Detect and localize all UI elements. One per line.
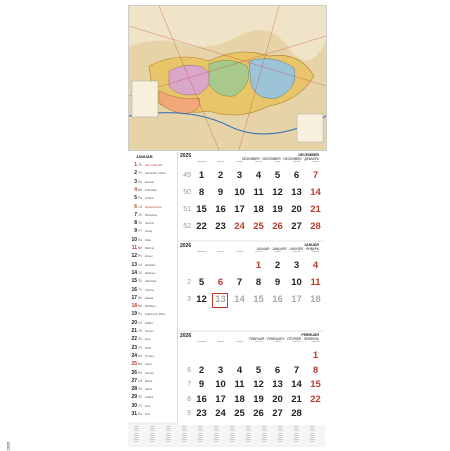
date-cell: 20: [272, 393, 283, 405]
strip-day-row: [128, 287, 177, 294]
strip-day-row: [128, 253, 177, 260]
strip-day-number: 27: [131, 377, 137, 384]
year-overview-month: ▪▪▪▪▪▪▪ ▪▪▪▪▪▪▪ ▪▪▪▪▪▪▪ ▪▪▪▪▪▪▪ ▪▪▪▪▪▪▪ ▪▪▪▪▪▪▪ ▪▪▪▪▪▪▪ ▪▪▪▪▪▪▪: [182, 426, 187, 444]
strip-day-row: [128, 162, 177, 169]
strip-day-number: 1: [134, 162, 137, 168]
strip-month-label: JANUÁR: [136, 154, 153, 159]
strip-day-number: 14: [131, 269, 137, 276]
year-overview: [128, 425, 325, 447]
month-subtitle: FEBRUAR · FEBRUARY · FÉVRIER · ФЕВРАЛЬ: [249, 337, 319, 341]
strip-day-number: 24: [131, 352, 137, 359]
strip-weekday: Pi: [138, 171, 142, 176]
date-cell: 25: [253, 221, 264, 232]
day-strip: [128, 152, 178, 422]
date-cell: 15: [196, 204, 207, 215]
year-overview-title: 2026: [5, 441, 11, 451]
strip-nameday: Ernest: [145, 255, 153, 259]
date-cell: 15: [253, 294, 264, 305]
date-cell: 5: [198, 277, 205, 288]
strip-nameday: Malvína: [145, 247, 155, 250]
week-number: 6: [187, 366, 191, 374]
date-cell: 10: [234, 187, 245, 198]
year-overview-month: ▪▪▪▪▪▪▪ ▪▪▪▪▪▪▪ ▪▪▪▪▪▪▪ ▪▪▪▪▪▪▪ ▪▪▪▪▪▪▪ ▪▪▪▪▪▪▪ ▪▪▪▪▪▪▪ ▪▪▪▪▪▪▪: [246, 426, 251, 444]
date-cell: 11: [253, 187, 264, 198]
week-number: 3: [187, 296, 191, 303]
date-cell: 17: [215, 393, 226, 405]
date-cell: 11: [234, 379, 245, 390]
month-title: FEBRUÁR: [301, 333, 319, 337]
strip-day-number: 19: [131, 311, 137, 318]
date-cell: 28: [291, 408, 302, 419]
strip-nameday: Deň vzniku SR: [145, 164, 163, 167]
strip-day-number: 11: [131, 245, 137, 251]
strip-day-row: [128, 270, 177, 277]
strip-nameday: Bohuš: [145, 379, 153, 383]
date-cell: 23: [215, 221, 226, 232]
date-cell: 1: [312, 350, 319, 361]
strip-weekday: St: [138, 270, 142, 275]
strip-day-number: 26: [131, 369, 137, 376]
date-cell: 2: [198, 364, 205, 376]
strip-weekday: Ne: [137, 246, 143, 250]
strip-day-row: [128, 228, 177, 235]
weekday-label: Pondelok: [196, 341, 207, 343]
strip-weekday: Ut: [138, 262, 142, 267]
strip-day-row: [128, 295, 177, 302]
strip-day-number: 16: [131, 286, 137, 293]
date-cell: 15: [310, 379, 321, 390]
date-cell: 25: [234, 408, 245, 419]
week-number: 50: [183, 189, 191, 196]
strip-nameday: Alfonz: [145, 388, 153, 392]
date-cell: 8: [312, 364, 319, 376]
date-cell: 14: [291, 379, 302, 390]
month-header: [178, 332, 325, 341]
month-block: [178, 152, 325, 240]
strip-day-number: 6: [134, 203, 137, 210]
strip-nameday: Nataša: [145, 296, 154, 300]
strip-weekday: Št: [138, 395, 142, 400]
strip-day-number: 5: [134, 195, 137, 202]
date-cell: 12: [272, 187, 283, 198]
strip-day-row: [128, 170, 177, 177]
month-year: 2026: [180, 243, 192, 249]
date-cell: 28: [310, 221, 321, 232]
date-marker[interactable]: [212, 293, 228, 308]
weekday-label: Piatok: [274, 251, 281, 253]
strip-nameday: Gejza: [145, 363, 152, 367]
strip-day-number: 29: [131, 394, 137, 401]
strip-nameday: Drahomíra, Mário: [145, 313, 166, 317]
strip-day-row: [128, 212, 177, 219]
date-cell: 10: [215, 379, 226, 390]
strip-weekday: Ne: [137, 362, 143, 367]
map-image: [129, 6, 326, 150]
weekday-label: Pondelok: [196, 161, 207, 163]
date-cell: 8: [255, 277, 262, 288]
date-cell: 13: [215, 294, 226, 305]
date-cell: 4: [255, 170, 262, 181]
week-number: 49: [183, 172, 191, 179]
date-cell: 27: [291, 221, 302, 232]
weekday-label: Sobota: [292, 341, 301, 343]
weekday-label: Streda: [236, 161, 243, 163]
strip-nameday: Bohdana: [145, 305, 156, 309]
strip-day-number: 8: [134, 220, 137, 227]
strip-weekday: Ut: [138, 378, 142, 383]
date-cell: 17: [234, 204, 245, 215]
strip-weekday: Št: [138, 337, 142, 342]
date-cell: 9: [217, 187, 224, 198]
strip-weekday: So: [137, 179, 143, 184]
strip-nameday: Rastislav: [145, 263, 156, 267]
date-cell: 3: [217, 364, 224, 376]
strip-weekday: St: [138, 212, 142, 217]
year-overview-month: ▪▪▪▪▪▪▪ ▪▪▪▪▪▪▪ ▪▪▪▪▪▪▪ ▪▪▪▪▪▪▪ ▪▪▪▪▪▪▪ ▪▪▪▪▪▪▪ ▪▪▪▪▪▪▪ ▪▪▪▪▪▪▪: [166, 426, 171, 444]
strip-weekday: Pi: [138, 287, 142, 292]
month-block: [178, 332, 325, 425]
week-number: 9: [187, 410, 191, 417]
strip-nameday: Gašpar: [145, 396, 154, 400]
year-overview-month: ▪▪▪▪▪▪▪ ▪▪▪▪▪▪▪ ▪▪▪▪▪▪▪ ▪▪▪▪▪▪▪ ▪▪▪▪▪▪▪ ▪▪▪▪▪▪▪ ▪▪▪▪▪▪▪ ▪▪▪▪▪▪▪: [230, 426, 235, 444]
strip-nameday: Daniela: [145, 180, 154, 184]
strip-day-row: [128, 320, 177, 327]
weekday-label: Sobota: [292, 161, 301, 163]
strip-weekday: Št: [138, 221, 142, 226]
strip-nameday: Dobroslav: [145, 280, 157, 284]
year-overview-month: ▪▪▪▪▪▪▪ ▪▪▪▪▪▪▪ ▪▪▪▪▪▪▪ ▪▪▪▪▪▪▪ ▪▪▪▪▪▪▪ ▪▪▪▪▪▪▪ ▪▪▪▪▪▪▪ ▪▪▪▪▪▪▪: [310, 426, 315, 444]
weekday-header: [178, 161, 325, 170]
strip-day-row: [128, 411, 177, 418]
strip-day-number: 28: [131, 386, 137, 393]
strip-weekday: Po: [137, 312, 143, 317]
strip-nameday: Zora: [145, 338, 151, 342]
date-cell: 1: [198, 170, 205, 181]
weekday-label: Streda: [236, 341, 243, 343]
year-overview-month: ▪▪▪▪▪▪▪ ▪▪▪▪▪▪▪ ▪▪▪▪▪▪▪ ▪▪▪▪▪▪▪ ▪▪▪▪▪▪▪ ▪▪▪▪▪▪▪ ▪▪▪▪▪▪▪ ▪▪▪▪▪▪▪: [134, 426, 139, 444]
week-number: 52: [183, 223, 191, 230]
strip-day-row: [128, 303, 177, 310]
date-cell: 16: [196, 393, 207, 405]
strip-day-number: 3: [134, 178, 137, 185]
date-cell: 7: [312, 170, 319, 181]
strip-nameday: Drahoslav: [145, 188, 157, 192]
strip-day-row: [128, 195, 177, 202]
strip-day-row: [128, 187, 177, 194]
strip-nameday: Kristína: [145, 288, 154, 292]
date-cell: 16: [272, 294, 283, 305]
date-cell: 10: [291, 277, 302, 288]
strip-day-row: [128, 394, 177, 401]
weekday-label: Štvrtok: [254, 161, 263, 163]
weekday-label: Štvrtok: [254, 251, 263, 253]
month-header: [178, 242, 325, 251]
month-title: JANUÁR: [304, 243, 319, 247]
strip-weekday: So: [137, 295, 143, 300]
strip-day-number: 31: [131, 411, 137, 417]
date-cell: 4: [312, 260, 319, 271]
date-cell: 3: [236, 170, 243, 181]
weekday-label: Utorok: [217, 251, 224, 253]
slovakia-map: [128, 5, 327, 151]
year-overview-month: ▪▪▪▪▪▪▪ ▪▪▪▪▪▪▪ ▪▪▪▪▪▪▪ ▪▪▪▪▪▪▪ ▪▪▪▪▪▪▪ ▪▪▪▪▪▪▪ ▪▪▪▪▪▪▪ ▪▪▪▪▪▪▪: [150, 426, 155, 444]
date-cell: 22: [310, 393, 321, 405]
month-name: [242, 153, 319, 161]
weekday-label: Piatok: [274, 161, 281, 163]
strip-day-row: [128, 220, 177, 227]
year-overview-month: ▪▪▪▪▪▪▪ ▪▪▪▪▪▪▪ ▪▪▪▪▪▪▪ ▪▪▪▪▪▪▪ ▪▪▪▪▪▪▪ ▪▪▪▪▪▪▪ ▪▪▪▪▪▪▪ ▪▪▪▪▪▪▪: [278, 426, 283, 444]
date-cell: 21: [291, 393, 302, 405]
strip-day-row: [128, 403, 177, 410]
strip-nameday: Dalibor: [145, 321, 154, 325]
strip-day-number: 4: [134, 186, 137, 193]
strip-day-row: [128, 311, 177, 318]
strip-day-number: 20: [131, 319, 137, 326]
strip-day-number: 7: [134, 211, 137, 218]
strip-weekday: St: [138, 329, 142, 333]
strip-weekday: Št: [138, 279, 142, 284]
month-name: [249, 333, 319, 341]
weekday-label: Nedeľa: [311, 251, 320, 253]
weekday-label: Utorok: [217, 341, 224, 343]
date-cell: 21: [310, 204, 321, 215]
date-cell: 24: [215, 408, 226, 419]
strip-day-number: 30: [131, 402, 137, 409]
date-cell: 9: [274, 277, 281, 288]
week-number: 51: [183, 206, 191, 213]
month-header: [178, 152, 325, 161]
strip-nameday: Emil: [145, 413, 151, 416]
strip-nameday: Miloš: [145, 346, 152, 350]
week-number: 2: [187, 279, 191, 286]
date-cell: 18: [234, 393, 245, 405]
strip-nameday: Ema: [145, 404, 151, 408]
year-overview-month: ▪▪▪▪▪▪▪ ▪▪▪▪▪▪▪ ▪▪▪▪▪▪▪ ▪▪▪▪▪▪▪ ▪▪▪▪▪▪▪ ▪▪▪▪▪▪▪ ▪▪▪▪▪▪▪ ▪▪▪▪▪▪▪: [262, 426, 267, 444]
date-cell: 6: [293, 170, 300, 181]
month-subtitle: JANUAR · JANUARY · JANVIER · ЯНВАРЬ: [256, 247, 319, 251]
strip-weekday: Po: [137, 196, 143, 201]
strip-weekday: Ut: [138, 320, 142, 325]
strip-nameday: Timotej: [145, 354, 154, 358]
weekday-label: Streda: [236, 251, 243, 253]
date-cell: 12: [196, 294, 207, 305]
weekday-label: Štvrtok: [254, 341, 263, 343]
weekday-header: [178, 251, 325, 260]
weekday-label: Sobota: [292, 251, 301, 253]
date-cell: 7: [293, 364, 300, 376]
date-cell: 5: [255, 364, 262, 376]
weekday-label: Utorok: [217, 161, 224, 163]
date-cell: 17: [291, 294, 302, 305]
date-cell: 11: [310, 277, 321, 288]
date-cell: 26: [253, 408, 264, 419]
strip-nameday: Alexej: [145, 230, 153, 234]
strip-day-number: 22: [131, 336, 137, 343]
date-cell: 13: [291, 187, 302, 198]
strip-day-row: [128, 361, 177, 368]
date-cell: 22: [196, 221, 207, 232]
date-cell: 8: [198, 187, 205, 198]
year-overview-month: ▪▪▪▪▪▪▪ ▪▪▪▪▪▪▪ ▪▪▪▪▪▪▪ ▪▪▪▪▪▪▪ ▪▪▪▪▪▪▪ ▪▪▪▪▪▪▪ ▪▪▪▪▪▪▪ ▪▪▪▪▪▪▪: [198, 426, 203, 444]
year-overview-month: ▪▪▪▪▪▪▪ ▪▪▪▪▪▪▪ ▪▪▪▪▪▪▪ ▪▪▪▪▪▪▪ ▪▪▪▪▪▪▪ ▪▪▪▪▪▪▪ ▪▪▪▪▪▪▪ ▪▪▪▪▪▪▪: [214, 426, 219, 444]
month-block: [178, 242, 325, 330]
date-cell: 24: [234, 221, 245, 232]
date-cell: 14: [310, 187, 321, 198]
weekday-label: Piatok: [274, 341, 281, 343]
date-cell: 18: [310, 294, 321, 305]
strip-day-row: [128, 353, 177, 360]
strip-nameday: Radovan: [145, 271, 156, 275]
date-cell: 23: [196, 408, 207, 419]
weekday-label: Nedeľa: [311, 341, 320, 343]
strip-weekday: So: [137, 412, 143, 416]
strip-day-number: 21: [131, 328, 137, 334]
strip-weekday: Pi: [138, 345, 142, 350]
strip-day-number: 23: [131, 344, 137, 351]
strip-nameday: Tamara: [145, 371, 154, 375]
strip-day-number: 2: [134, 170, 137, 177]
date-cell: 2: [217, 170, 224, 181]
strip-day-row: [128, 378, 177, 385]
strip-weekday: Ne: [137, 304, 143, 309]
strip-day-row: [128, 345, 177, 352]
date-cell: 13: [272, 379, 283, 390]
strip-day-row: [128, 328, 177, 335]
date-cell: 26: [272, 221, 283, 232]
strip-weekday: Po: [137, 254, 143, 259]
strip-day-row: [128, 370, 177, 377]
strip-nameday: Bohuslava: [145, 213, 158, 217]
date-cell: 6: [274, 364, 281, 376]
strip-day-number: 15: [131, 278, 137, 285]
strip-nameday: Zjavenie Pána: [145, 205, 162, 209]
weekday-label: Nedeľa: [311, 161, 320, 163]
strip-weekday: Ne: [137, 187, 143, 192]
strip-day-row: [128, 336, 177, 343]
strip-day-row: [128, 386, 177, 393]
date-cell: 9: [198, 379, 205, 390]
date-cell: 6: [217, 277, 224, 288]
strip-nameday: Andrea: [145, 197, 154, 201]
strip-day-number: 10: [131, 236, 137, 243]
date-cell: 5: [274, 170, 281, 181]
strip-day-row: [128, 278, 177, 285]
strip-nameday: Dáša: [145, 238, 152, 242]
week-number: 7: [187, 381, 191, 388]
date-cell: 18: [253, 204, 264, 215]
strip-weekday: So: [137, 237, 143, 242]
week-number: 8: [187, 395, 191, 403]
month-name: [257, 243, 319, 251]
strip-day-row: [128, 204, 177, 211]
strip-nameday: Vincent: [145, 330, 154, 333]
date-cell: 2: [274, 260, 281, 271]
strip-day-number: 17: [131, 294, 137, 301]
strip-weekday: Po: [137, 370, 143, 375]
date-cell: 20: [291, 204, 302, 215]
strip-day-number: 18: [131, 303, 137, 310]
month-title: DECEMBER: [298, 153, 319, 157]
date-cell: 16: [215, 204, 226, 215]
date-cell: 14: [234, 294, 245, 305]
strip-nameday: Severín: [145, 222, 154, 226]
date-cell: 19: [272, 204, 283, 215]
date-cell: 4: [236, 364, 243, 376]
month-year: 2026: [180, 333, 192, 339]
date-cell: 1: [255, 260, 262, 271]
year-overview-month: ▪▪▪▪▪▪▪ ▪▪▪▪▪▪▪ ▪▪▪▪▪▪▪ ▪▪▪▪▪▪▪ ▪▪▪▪▪▪▪ ▪▪▪▪▪▪▪ ▪▪▪▪▪▪▪ ▪▪▪▪▪▪▪: [294, 426, 299, 444]
date-cell: 27: [272, 408, 283, 419]
strip-day-row: [128, 237, 177, 244]
strip-day-number: 25: [131, 361, 137, 368]
strip-weekday: Pi: [138, 403, 142, 408]
strip-day-row: [128, 179, 177, 186]
strip-weekday: Ut: [138, 204, 142, 209]
strip-day-row: [128, 262, 177, 269]
month-subtitle: DEZEMBER · DECEMBER · DECEMBRE · ДЕКАБРЬ: [242, 157, 319, 161]
strip-weekday: St: [138, 387, 142, 392]
weekday-label: Pondelok: [196, 251, 207, 253]
strip-day-number: 9: [134, 228, 137, 235]
strip-weekday: So: [137, 353, 143, 358]
strip-nameday: Alexandra, Karina: [145, 172, 166, 176]
date-cell: 12: [253, 379, 264, 390]
strip-day-number: 12: [131, 253, 137, 260]
weekday-header: [178, 341, 325, 350]
strip-day-row: [128, 245, 177, 252]
date-cell: 7: [236, 277, 243, 288]
strip-weekday: Pi: [138, 229, 142, 234]
strip-day-number: 13: [131, 261, 137, 268]
date-cell: 19: [253, 393, 264, 405]
strip-weekday: Št: [138, 163, 142, 167]
month-year: 2025: [180, 153, 192, 159]
date-cell: 3: [293, 260, 300, 271]
